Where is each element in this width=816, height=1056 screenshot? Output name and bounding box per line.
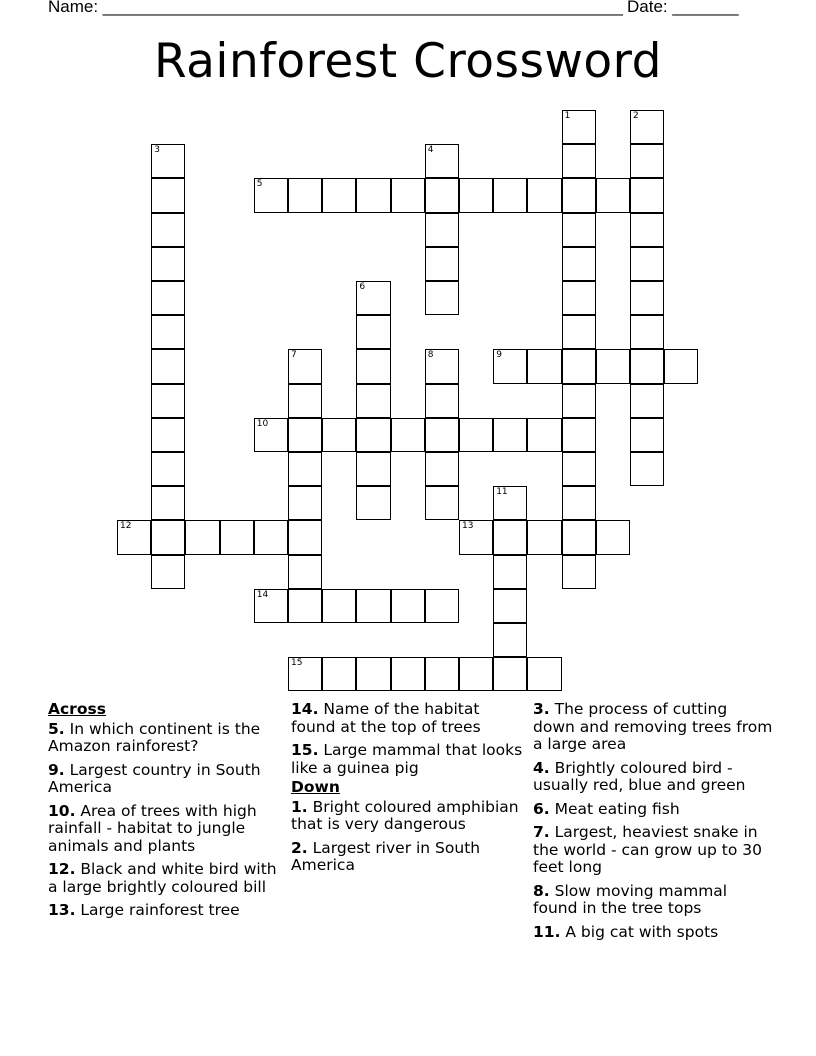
grid-cell[interactable] (527, 178, 561, 212)
grid-cell[interactable] (630, 144, 664, 178)
clue-number-label: 4 (427, 145, 434, 156)
clue-text: Area of trees with high rainfall - habitat to jungle animals and plants (48, 801, 257, 855)
grid-cell[interactable] (562, 315, 596, 349)
clues-column-1 (48, 701, 280, 926)
grid-cell[interactable] (493, 623, 527, 657)
clue-number-label: 13 (462, 521, 474, 532)
clue-number: 12. (48, 860, 76, 878)
down-heading: Down (291, 778, 340, 796)
grid-cell[interactable] (185, 520, 219, 554)
clue-number: 2. (291, 838, 308, 857)
clue-number: 14. (291, 700, 319, 718)
clue-down-7 (533, 824, 773, 877)
grid-cell[interactable] (151, 384, 185, 418)
clue-text: Name of the habitat found at the top of trees (291, 700, 481, 736)
clue-number: 1. (291, 797, 308, 816)
grid-cell[interactable] (425, 247, 459, 281)
grid-cell[interactable] (151, 418, 185, 452)
grid-cell[interactable] (288, 384, 322, 418)
grid-cell[interactable] (288, 589, 322, 623)
grid-cell[interactable] (322, 178, 356, 212)
grid-cell[interactable] (630, 110, 664, 144)
grid-cell[interactable] (356, 657, 390, 691)
grid-cell[interactable] (562, 418, 596, 452)
clue-down-1 (291, 799, 523, 834)
clue-number-label: 3 (154, 145, 160, 156)
grid-cell[interactable] (562, 486, 596, 520)
grid-cell[interactable] (391, 589, 425, 623)
grid-cell[interactable] (220, 520, 254, 554)
grid-cell[interactable] (562, 178, 596, 212)
clue-number-label: 6 (359, 282, 366, 292)
grid-cell[interactable] (664, 349, 698, 383)
clue-text: Brightly coloured bird - usually red, blue and green (533, 758, 746, 794)
clue-number-label: 12 (120, 521, 132, 532)
grid-cell[interactable] (493, 520, 527, 554)
grid-cell[interactable] (356, 281, 390, 315)
clue-number-label: 11 (496, 487, 508, 498)
clues-column-2 (291, 701, 523, 881)
grid-cell[interactable] (425, 452, 459, 486)
clue-number: 9. (48, 760, 65, 779)
grid-cell[interactable] (254, 178, 288, 212)
grid-cell[interactable] (630, 213, 664, 247)
grid-cell[interactable] (151, 520, 185, 554)
clue-text: Slow moving mammal found in the tree tops (533, 881, 728, 917)
grid-cell[interactable] (356, 315, 390, 349)
grid-cell[interactable] (254, 418, 288, 452)
grid-cell[interactable] (356, 384, 390, 418)
grid-cell[interactable] (562, 555, 596, 589)
grid-cell[interactable] (425, 418, 459, 452)
clue-number-label: 5 (256, 179, 263, 190)
grid-cell[interactable] (562, 144, 596, 178)
clue-text: Large rainforest tree (80, 901, 240, 919)
clue-across-15 (291, 742, 523, 777)
grid-cell[interactable] (562, 384, 596, 418)
clue-text: Largest country in South America (48, 760, 261, 796)
clue-text: In which continent is the Amazon rainforest? (48, 719, 261, 755)
grid-cell[interactable] (151, 213, 185, 247)
grid-cell[interactable] (527, 349, 561, 383)
grid-cell[interactable] (356, 178, 390, 212)
clue-down-6 (533, 801, 773, 819)
grid-cell[interactable] (322, 589, 356, 623)
grid-cell[interactable] (288, 349, 322, 383)
clue-across-13 (48, 902, 280, 920)
clue-number: 7. (533, 823, 550, 841)
grid-cell[interactable] (151, 281, 185, 315)
grid-cell[interactable] (493, 657, 527, 691)
grid-cell[interactable] (562, 110, 596, 144)
clue-number: 10. (48, 801, 76, 820)
grid-cell[interactable] (527, 657, 561, 691)
grid-cell[interactable] (425, 589, 459, 623)
grid-cell[interactable] (459, 178, 493, 212)
grid-cell[interactable] (151, 178, 185, 212)
clue-number-label: 9 (496, 350, 502, 361)
grid-cell[interactable] (288, 486, 322, 520)
grid-cell[interactable] (562, 213, 596, 247)
grid-cell[interactable] (425, 178, 459, 212)
clue-number: 6. (533, 799, 550, 818)
grid-cell[interactable] (630, 418, 664, 452)
grid-cell[interactable] (254, 589, 288, 623)
grid-cell[interactable] (356, 589, 390, 623)
clue-text: Meat eating fish (554, 799, 680, 818)
clue-number-label: 15 (291, 658, 303, 669)
clue-number: 15. (291, 741, 319, 759)
grid-cell[interactable] (151, 349, 185, 383)
grid-cell[interactable] (356, 418, 390, 452)
grid-cell[interactable] (493, 178, 527, 212)
clue-number-label: 14 (256, 589, 269, 600)
grid-cell[interactable] (425, 144, 459, 178)
grid-cell[interactable] (630, 281, 664, 315)
clue-number: 11. (533, 922, 561, 941)
grid-cell[interactable] (527, 418, 561, 452)
grid-cell[interactable] (630, 452, 664, 486)
grid-cell[interactable] (288, 555, 322, 589)
grid-cell[interactable] (117, 520, 151, 554)
grid-cell[interactable] (151, 144, 185, 178)
grid-cell[interactable] (288, 178, 322, 212)
grid-cell[interactable] (425, 213, 459, 247)
grid-cell[interactable] (288, 418, 322, 452)
clue-text: Black and white bird with a large brightly coloured bill (48, 860, 277, 896)
grid-cell[interactable] (493, 589, 527, 623)
grid-cell[interactable] (151, 486, 185, 520)
grid-cell[interactable] (630, 315, 664, 349)
clue-down-2 (291, 840, 523, 875)
grid-cell[interactable] (527, 520, 561, 554)
clue-number: 3. (533, 700, 550, 718)
clue-text: Bright coloured amphibian that is very dangerous (291, 797, 519, 833)
clue-down-8 (533, 883, 773, 918)
grid-cell[interactable] (459, 657, 493, 691)
clue-text: Large mammal that looks like a guinea pig (291, 741, 523, 777)
date-line[interactable]: Date: _______ (627, 0, 739, 16)
page-title: Rainforest Crossword (154, 34, 662, 89)
grid-cell[interactable] (459, 418, 493, 452)
clue-down-4 (533, 760, 773, 795)
clues-column-3 (533, 701, 773, 947)
grid-cell[interactable] (459, 520, 493, 554)
clue-text: A big cat with spots (565, 922, 719, 941)
grid-cell[interactable] (562, 349, 596, 383)
clue-number: 13. (48, 901, 76, 919)
clue-text: The process of cutting down and removing trees from a large area (533, 700, 773, 753)
grid-cell[interactable] (425, 384, 459, 418)
clue-across-5 (48, 721, 280, 756)
grid-cell[interactable] (288, 657, 322, 691)
clue-number-label: 2 (633, 111, 639, 121)
clue-down-3 (533, 701, 773, 754)
grid-cell[interactable] (254, 520, 288, 554)
grid-cell[interactable] (425, 281, 459, 315)
grid-cell[interactable] (322, 657, 356, 691)
grid-cell[interactable] (151, 315, 185, 349)
grid-cell[interactable] (596, 349, 630, 383)
grid-cell[interactable] (630, 349, 664, 383)
grid-cell[interactable] (562, 520, 596, 554)
grid-cell[interactable] (151, 452, 185, 486)
grid-cell[interactable] (356, 349, 390, 383)
grid-cell[interactable] (596, 520, 630, 554)
grid-cell[interactable] (391, 178, 425, 212)
clue-across-14 (291, 701, 523, 736)
grid-cell[interactable] (151, 555, 185, 589)
grid-cell[interactable] (391, 657, 425, 691)
clue-text: Largest, heaviest snake in the world - can grow up to 30 feet long (533, 823, 763, 876)
clue-number-label: 10 (256, 418, 269, 429)
grid-cell[interactable] (391, 418, 425, 452)
grid-cell[interactable] (596, 178, 630, 212)
clue-across-9 (48, 762, 280, 797)
grid-cell[interactable] (630, 384, 664, 418)
grid-cell[interactable] (493, 486, 527, 520)
grid-cell[interactable] (630, 247, 664, 281)
grid-cell[interactable] (562, 247, 596, 281)
grid-cell[interactable] (562, 281, 596, 315)
grid-cell[interactable] (151, 247, 185, 281)
clue-across-12 (48, 861, 280, 896)
clue-number-label: 8 (427, 350, 434, 361)
clue-down-11 (533, 924, 773, 942)
grid-cell[interactable] (493, 418, 527, 452)
across-heading: Across (48, 700, 106, 718)
clue-number: 8. (533, 881, 550, 900)
clue-number: 4. (533, 758, 550, 777)
grid-cell[interactable] (356, 452, 390, 486)
grid-cell[interactable] (493, 555, 527, 589)
grid-cell[interactable] (425, 657, 459, 691)
clue-text: Largest river in South America (291, 838, 481, 874)
grid-cell[interactable] (562, 452, 596, 486)
grid-cell[interactable] (493, 349, 527, 383)
grid-cell[interactable] (425, 349, 459, 383)
grid-cell[interactable] (288, 520, 322, 554)
clue-across-10 (48, 803, 280, 856)
clue-number-label: 7 (291, 350, 297, 361)
clue-number: 5. (48, 719, 65, 738)
grid-cell[interactable] (630, 178, 664, 212)
grid-cell[interactable] (425, 486, 459, 520)
clue-number-label: 1 (564, 111, 571, 121)
grid-cell[interactable] (356, 486, 390, 520)
grid-cell[interactable] (322, 418, 356, 452)
name-line[interactable]: Name: _______________________________________________________ (48, 0, 623, 16)
grid-cell[interactable] (288, 452, 322, 486)
